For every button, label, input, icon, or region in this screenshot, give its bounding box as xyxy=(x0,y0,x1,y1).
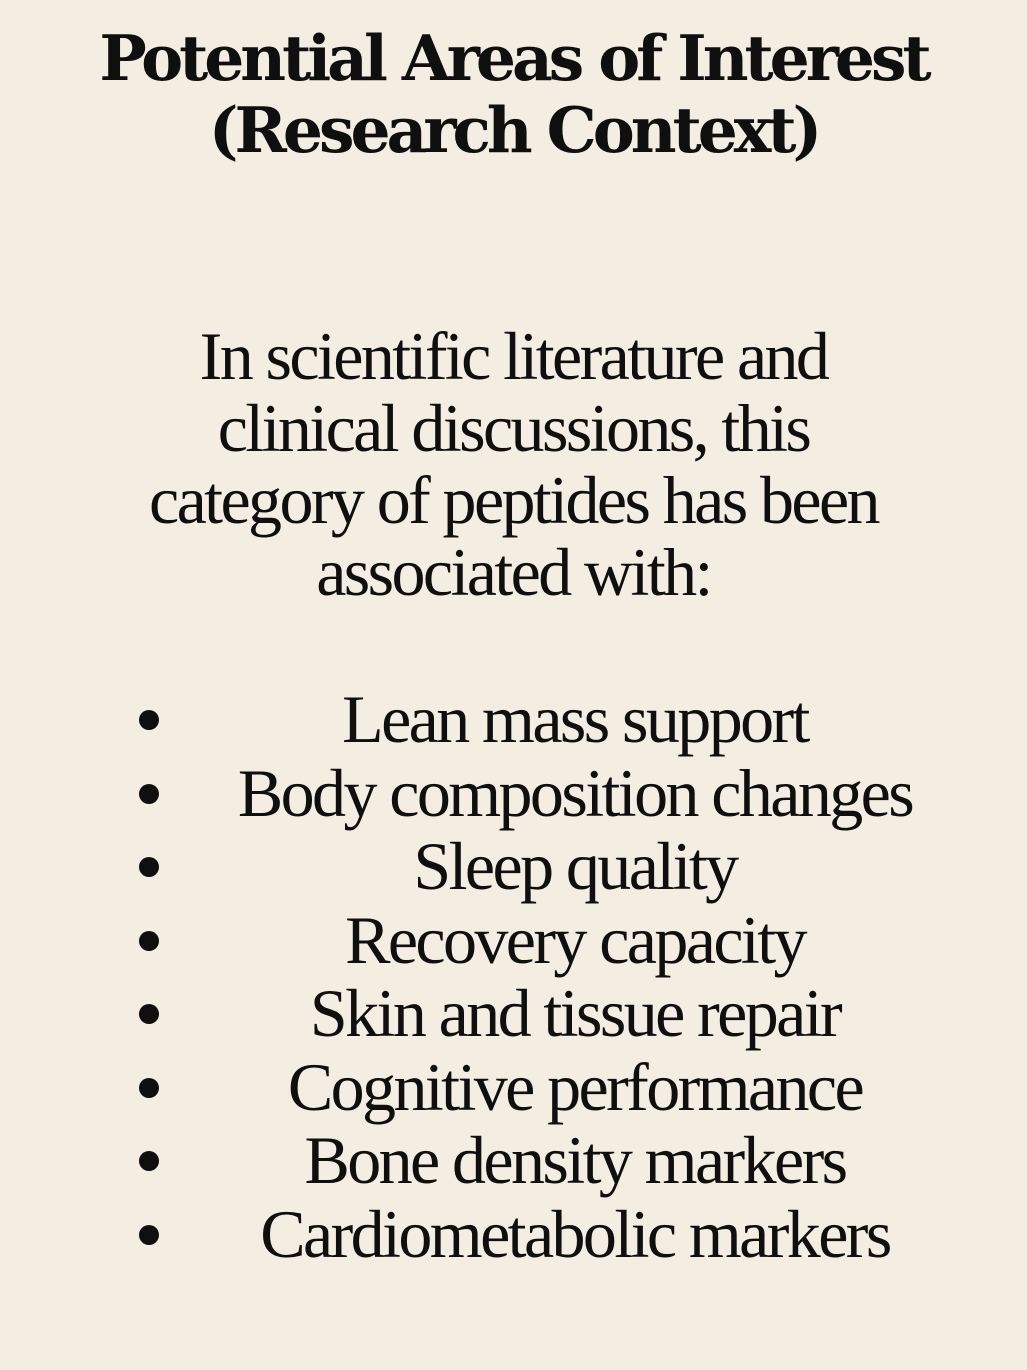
intro-line-3: category of peptides has been xyxy=(149,462,878,538)
title-line-1: Potential Areas of Interest xyxy=(99,21,928,95)
list-item-text: Recovery capacity xyxy=(345,901,805,978)
bullet-icon xyxy=(139,931,159,951)
bullet-icon xyxy=(139,1151,159,1171)
list-item xyxy=(0,1195,1027,1272)
list-item xyxy=(0,683,1027,757)
intro-line-4: associated with: xyxy=(316,534,711,610)
list-item xyxy=(0,754,1027,831)
list-item-text: Skin and tissue repair xyxy=(309,975,841,1051)
bullet-icon xyxy=(139,784,159,804)
list-item xyxy=(0,901,1027,978)
bullet-icon xyxy=(139,1225,159,1245)
intro-paragraph xyxy=(0,320,1027,608)
list-item-text: Cardiometabolic markers xyxy=(260,1195,890,1272)
list-item-text: Bone density markers xyxy=(304,1122,846,1198)
interest-areas-list xyxy=(0,683,1027,1271)
intro-line-1: In scientific literature and xyxy=(199,318,828,394)
page-title xyxy=(0,22,1027,166)
list-item xyxy=(0,1124,1027,1198)
list-item-text: Sleep quality xyxy=(413,828,737,904)
list-item-text: Body composition changes xyxy=(237,754,913,831)
intro-line-2: clinical discussions, this xyxy=(217,390,810,466)
list-item xyxy=(0,1048,1027,1125)
list-item xyxy=(0,830,1027,904)
bullet-icon xyxy=(139,710,159,730)
bullet-icon xyxy=(139,857,159,877)
list-item-text: Lean mass support xyxy=(342,681,808,757)
bullet-icon xyxy=(139,1078,159,1098)
list-item xyxy=(0,977,1027,1051)
bullet-icon xyxy=(139,1004,159,1024)
title-line-2: (Research Context) xyxy=(208,93,819,167)
list-item-text: Cognitive performance xyxy=(287,1048,863,1125)
